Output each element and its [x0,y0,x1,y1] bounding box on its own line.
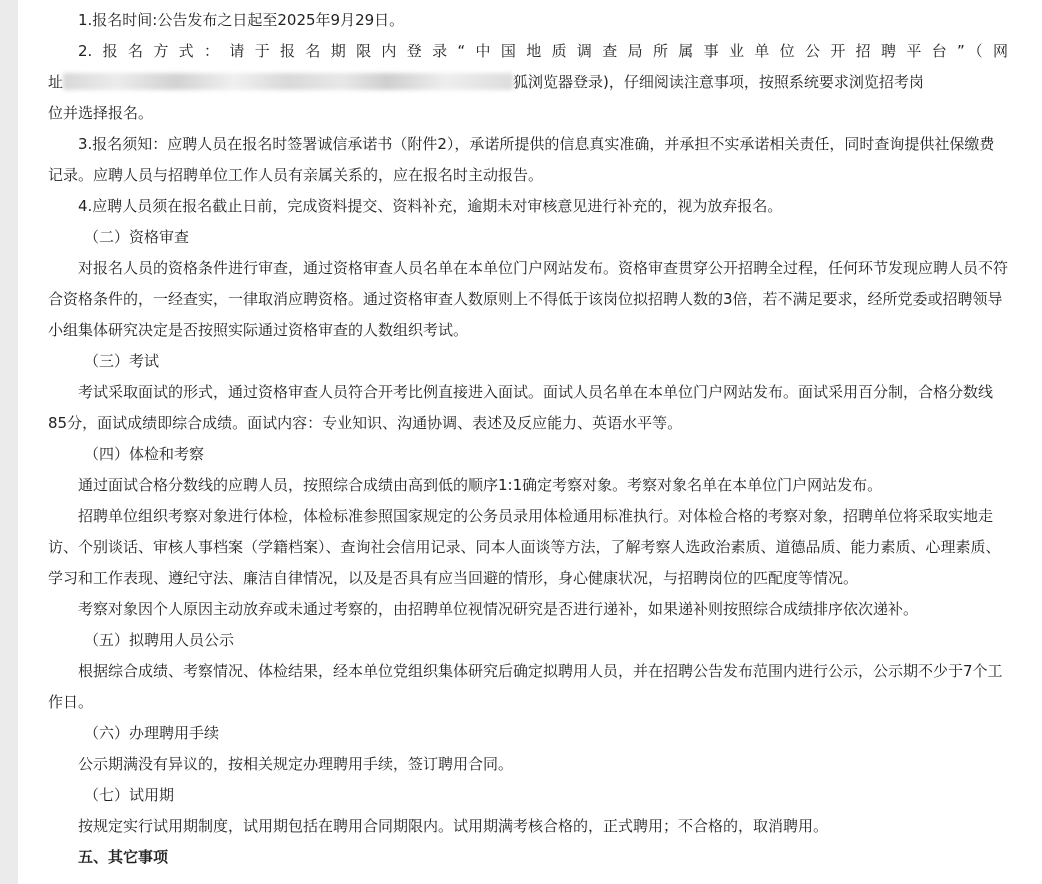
url-prefix: 址 [48,73,64,91]
section-text-exam: 考试采取面试的形式，通过资格审查人员符合开考比例直接进入面试。面试人员名单在本单位门户网站发布。面试采用百分制，合格分数线85分，面试成绩即综合成绩。面试内容：专业知识、沟通协调、表述及反应能力、英语水平等。 [48,383,994,432]
section-heading-publicity: （五）拟聘用人员公示 [84,631,235,649]
redacted-url [63,73,513,90]
section-heading-exam: （三）考试 [84,352,160,370]
section-text-qualification: 对报名人员的资格条件进行审查，通过资格审查人员名单在本单位门户网站发布。资格审查贯穿公开招聘全过程，任何环节发现应聘人员不符合资格条件的，一经查实，一律取消应聘资格。通过资格审查人数原则上不得低于该岗位拟招聘人数的3倍，若不满足要求，经所党委或招聘领导小组集体研究决定是否按照实际通过资格审查的人数组织考试。 [48,259,1009,339]
section-heading-other: 五、其它事项 [78,848,169,866]
section-heading-checkup: （四）体检和考察 [84,445,205,463]
section-heading-qualification: （二）资格审查 [84,228,190,246]
section-text-checkup-3: 考察对象因个人原因主动放弃或未通过考察的，由招聘单位视情况研究是否进行递补，如果递补则按照综合成绩排序依次递补。 [78,600,919,618]
item-registration-deadline: 4.应聘人员须在报名截止日前，完成资料提交、资料补充，逾期未对审核意见进行补充的，视为放弃报名。 [78,197,783,215]
section-text-checkup-2: 招聘单位组织考察对象进行体检，体检标准参照国家规定的公务员录用体检通用标准执行。对体检合格的考察对象，招聘单位将采取实地走访、个别谈话、审核人事档案（学籍档案）、查询社会信用记录、同本人面谈等方法，了解考察人选政治素质、道德品质、能力素质、心理素质、学习和工作表现、遵纪守法、廉洁自律情况，以及是否具有应当回避的情形，身心健康状况，与招聘岗位的匹配度等情况。 [48,507,1001,587]
item-registration-notice: 3.报名须知：应聘人员在报名时签署诚信承诺书（附件2），承诺所提供的信息真实准确，并承担不实承诺相关责任，同时查询提供社保缴费记录。应聘人员与招聘单位工作人员有亲属关系的，应在报名时主动报告。 [48,135,995,184]
document-body [48,5,1008,873]
url-suffix: 狐浏览器登录)，仔细阅读注意事项，按照系统要求浏览招考岗 [513,73,924,91]
item-registration-method-cont [48,67,1008,98]
item-registration-method: 2.报名方式：请于报名期限内登录“中国地质调查局所属事业单位公开招聘平台”（网 [78,42,1008,60]
document-page [18,0,1042,884]
section-text-procedures: 公示期满没有异议的，按相关规定办理聘用手续，签订聘用合同。 [78,755,514,773]
item-registration-time: 1.报名时间:公告发布之日起至2025年9月29日。 [78,11,405,29]
section-text-publicity: 根据综合成绩、考察情况、体检结果，经本单位党组织集体研究后确定拟聘用人员，并在招聘公告发布范围内进行公示，公示期不少于7个工作日。 [48,662,1003,711]
section-heading-probation: （七）试用期 [84,786,175,804]
section-text-checkup-1: 通过面试合格分数线的应聘人员，按照综合成绩由高到低的顺序1:1确定考察对象。考察对象名单在本单位门户网站发布。 [78,476,883,494]
item-registration-method-end: 位并选择报名。 [48,104,154,122]
section-text-probation: 按规定实行试用期制度，试用期包括在聘用合同期限内。试用期满考核合格的，正式聘用；不合格的，取消聘用。 [78,817,829,835]
section-heading-procedures: （六）办理聘用手续 [84,724,220,742]
